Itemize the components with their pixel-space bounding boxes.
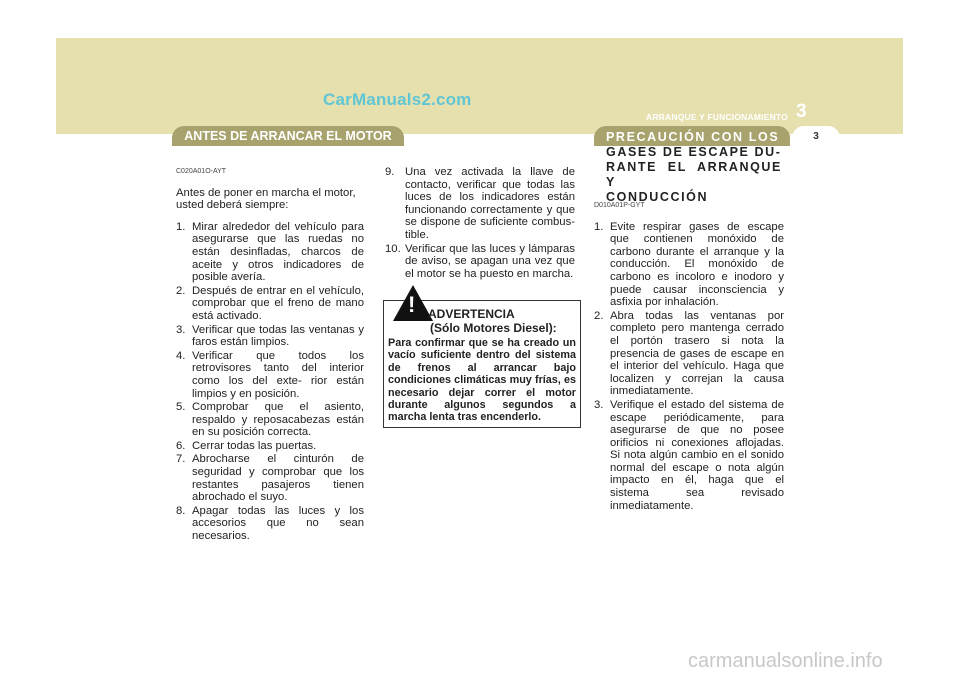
item-number: 4. (176, 349, 186, 362)
list-item (176, 324, 364, 349)
section-title-right (606, 130, 782, 205)
item-number: 6. (176, 439, 186, 452)
item-number: 8. (176, 504, 186, 517)
watermark-link[interactable]: CarManuals2.com (323, 90, 472, 109)
item-text: Verificar que todas las ventanas y faros están limpios. (192, 323, 364, 349)
list-item (385, 243, 575, 281)
item-text: Verificar que todos los retrovisores tanto del interior como los del exte- rior están limpios y en posición. (192, 349, 364, 400)
chapter-number: 3 (796, 101, 807, 122)
list-item (594, 399, 784, 512)
warning-icon (393, 285, 433, 321)
list-item (594, 221, 784, 309)
title-line: RANTE EL ARRANQUE Y (606, 160, 782, 189)
item-text: Una vez activada la llave de contacto, verificar que todas las luces de los indicadores están funcionando correctamente y que se dispone de suficiente combus- tible. (405, 166, 575, 241)
warning-body: Para confirmar que se ha creado un vacío suficiente dentro del sistema de frenos al arrancar bajo condiciones climáticas muy frías, es necesario dejar correr el motor durante algunos segundos a marcha lenta tras encenderlo. (388, 337, 576, 424)
item-number: 2. (594, 309, 604, 322)
list-item (385, 166, 575, 242)
warning-title-line2: (Sólo Motores Diesel): (430, 321, 557, 335)
item-number: 2. (176, 284, 186, 297)
item-text: Comprobar que el asiento, respaldo y reposacabezas están en su posición correcta. (192, 401, 364, 439)
chapter-label: ARRANQUE Y FUNCIONAMIENTO (646, 112, 788, 122)
item-number: 7. (176, 453, 186, 466)
item-text: Después de entrar en el vehículo, comprobar que el freno de mano está activado. (192, 284, 364, 322)
title-line: CONDUCCIÓN (606, 190, 709, 204)
item-text: Evite respirar gases de escape que contienen monóxido de carbono durante el arranque y la conducción. El monóxido de carbono es incoloro e inodoro y puede causar inconsciencia y asfixia por inhalación. (610, 220, 784, 309)
checklist-continued (385, 166, 575, 280)
left-column (176, 166, 364, 544)
warning-box (383, 292, 581, 428)
checklist (176, 221, 364, 543)
item-text: Mirar alrededor del vehículo para asegurarse que las ruedas no están desinfladas, charcos de aceite y otros indicadores de posible avería. (192, 220, 364, 284)
section-code: D010A01P-GYT (594, 202, 645, 209)
list-item (176, 401, 364, 439)
page-number: 3 (792, 126, 840, 146)
item-number: 1. (594, 220, 604, 233)
section-title-left: ANTES DE ARRANCAR EL MOTOR (172, 126, 404, 146)
item-text: Verificar que las luces y lámparas de aviso, se apagan una vez que el motor se ha puesto en marcha. (405, 242, 575, 280)
intro-text: Antes de poner en marcha el motor, usted deberá siempre: (176, 186, 356, 212)
list-item (176, 221, 364, 284)
list-item (176, 505, 364, 543)
item-number: 1. (176, 220, 186, 233)
right-column (594, 200, 784, 513)
item-number: 5. (176, 401, 186, 414)
footer-watermark[interactable]: carmanualsonline.info (688, 650, 883, 672)
item-text: Cerrar todas las puertas. (192, 439, 317, 452)
item-text: Abrocharse el cinturón de seguridad y comprobar que los restantes pasajeros tienen abrochado el suyo. (192, 453, 364, 504)
list-item (176, 350, 364, 400)
warning-title-line1: ADVERTENCIA (428, 307, 515, 321)
warning-title (428, 307, 557, 335)
warning-symbol: ! (408, 292, 416, 317)
item-number: 3. (594, 398, 604, 411)
item-text: Abra todas las ventanas por completo pero mantenga cerrado el portón trasero si nota la presencia de gases de escape en el interior del vehículo. Haga que localizen y correjan la causa inmediatamente. (610, 309, 784, 398)
list-item (176, 285, 364, 323)
title-line: PRECAUCIÓN CON LOS (606, 130, 780, 144)
item-number: 3. (176, 323, 186, 336)
list-item (176, 440, 364, 453)
item-number: 9. (385, 166, 395, 178)
list-item (176, 453, 364, 503)
title-line: GASES DE ESCAPE DU- (606, 145, 782, 159)
list-item (594, 310, 784, 398)
precaution-list (594, 221, 784, 513)
middle-column (385, 166, 575, 281)
item-text: Verifique el estado del sistema de escape periódicamente, para asegurarse de que no posee orificios ni conexiones aflojadas. Si nota algún cambio en el sonido normal del escape o nota algún impacto en él, haga que el sistema sea revisado inmediatamente. (610, 398, 784, 512)
item-text: Apagar todas las luces y los accesorios que no sean necesarios. (192, 504, 364, 543)
item-number: 10. (385, 242, 401, 255)
section-code: C020A01O-AYT (176, 168, 227, 175)
